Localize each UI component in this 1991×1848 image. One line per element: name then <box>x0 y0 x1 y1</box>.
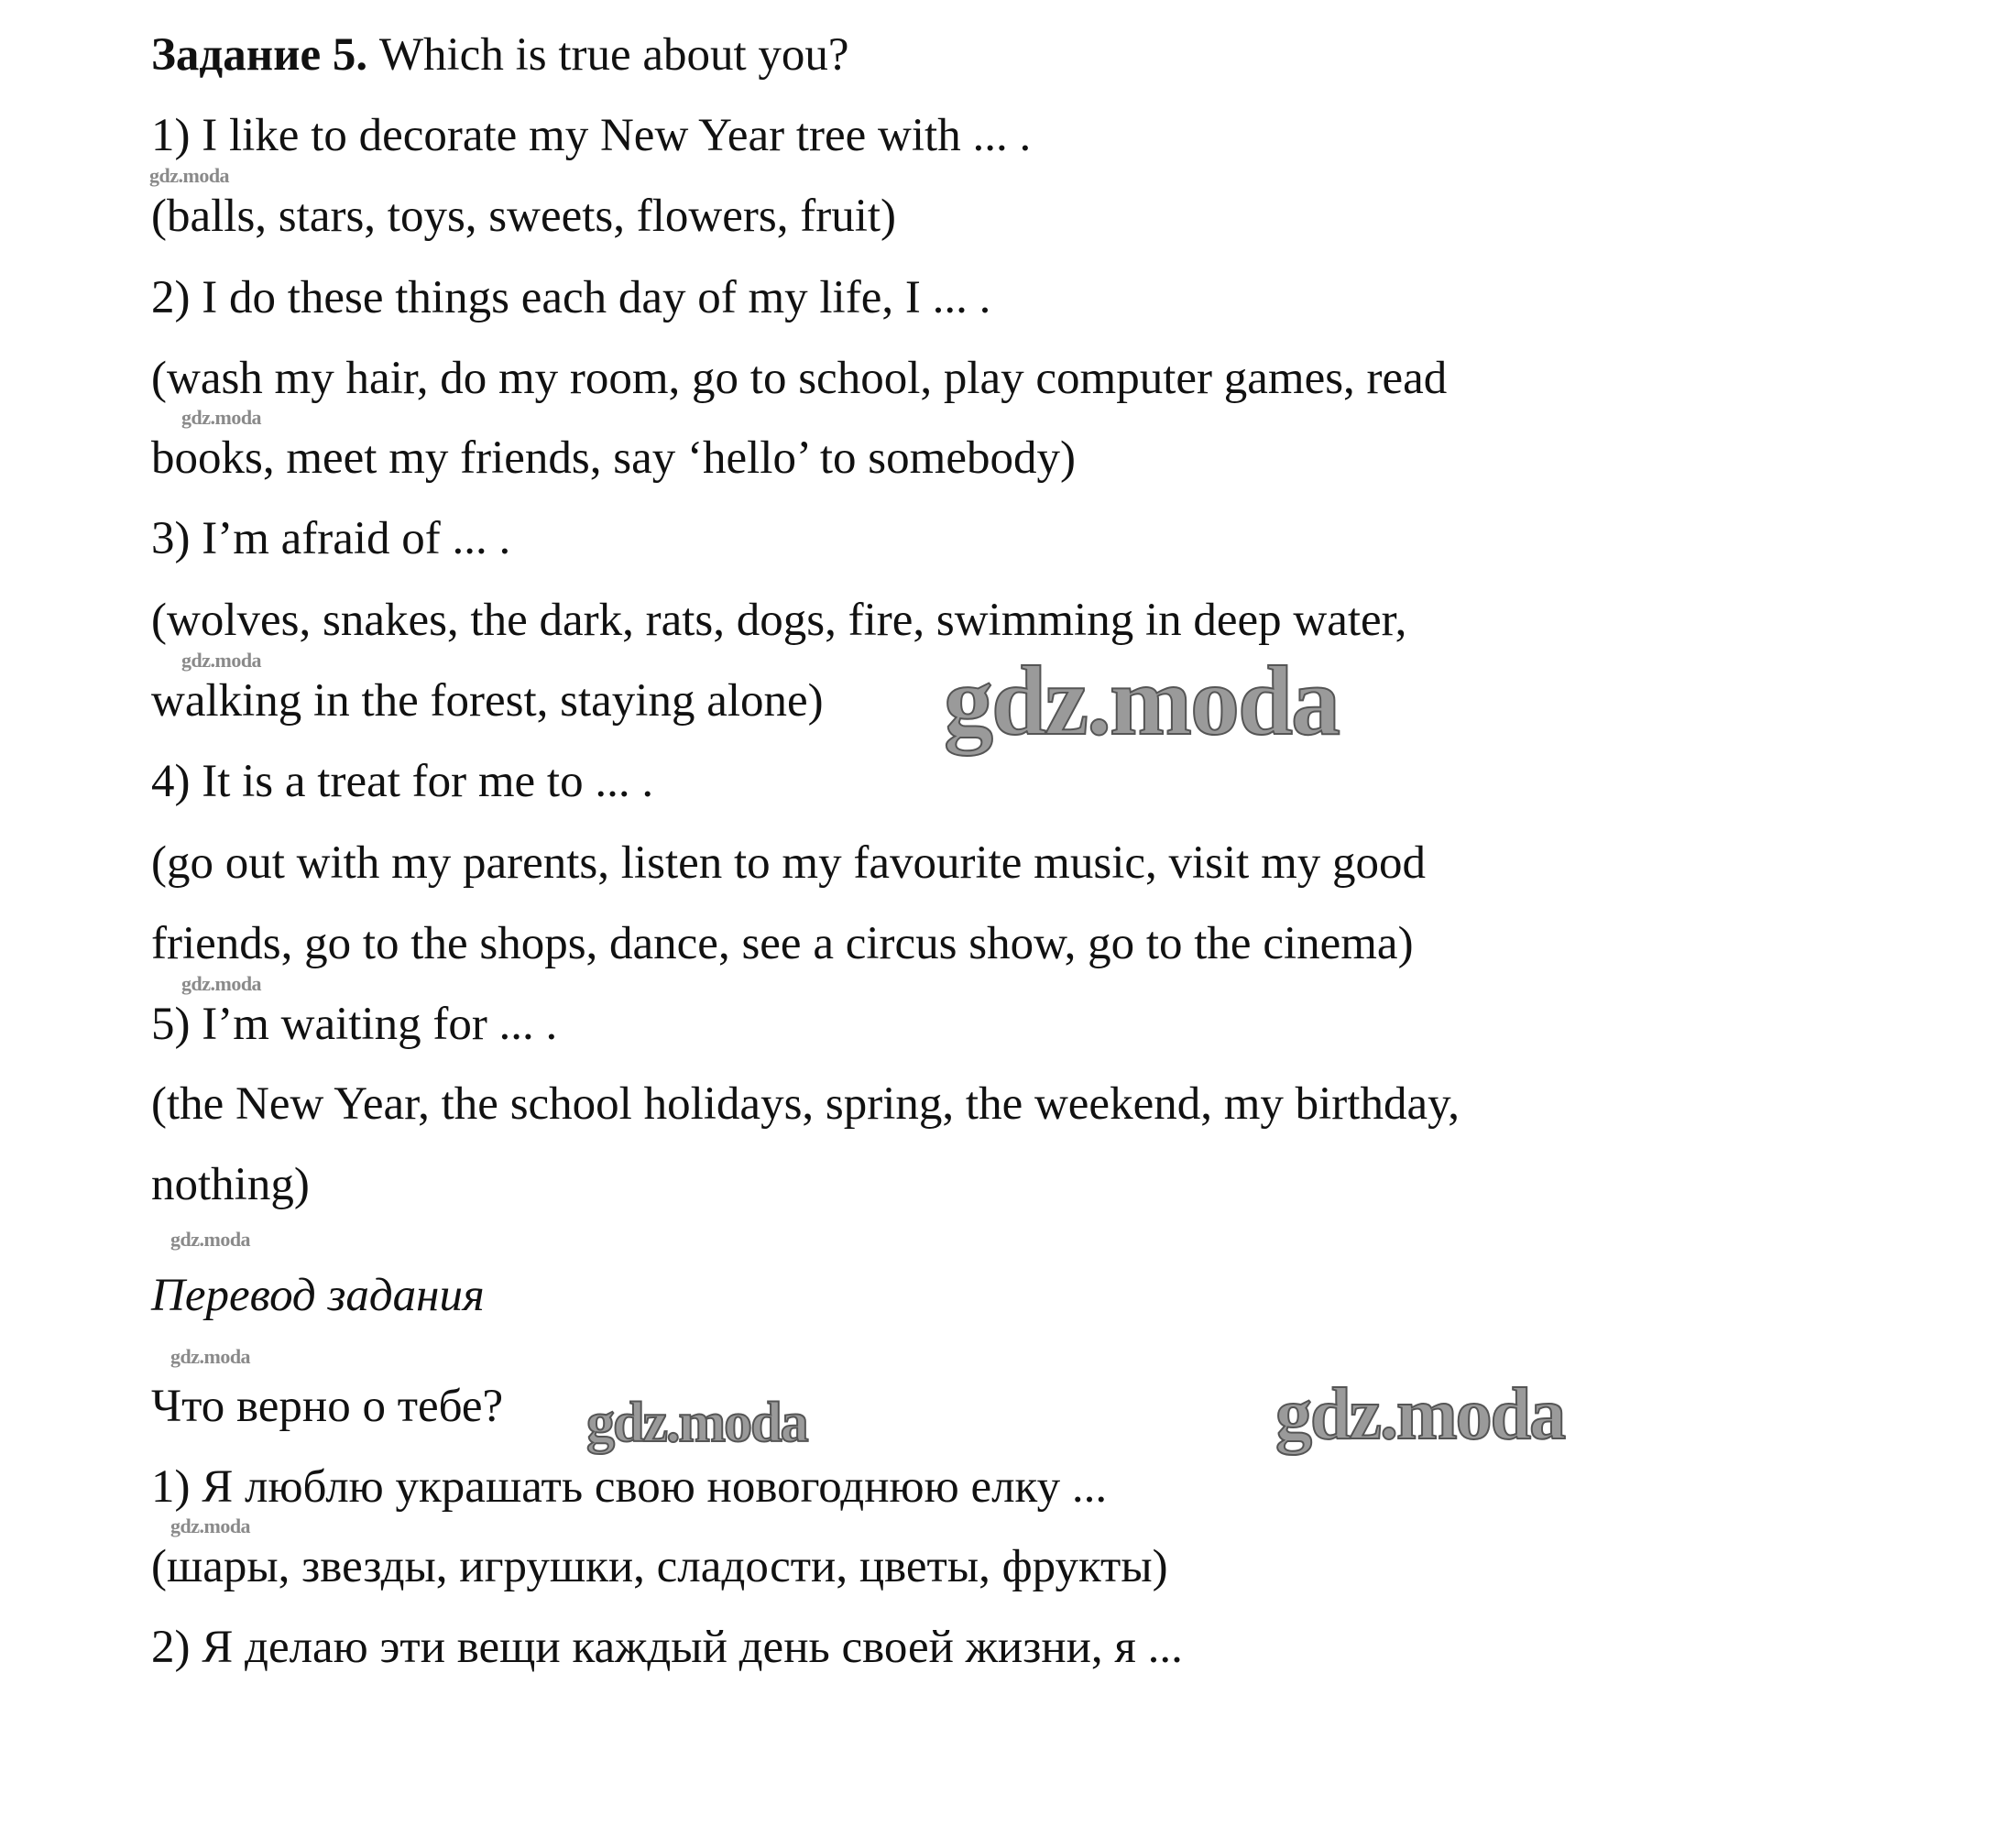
watermark-large: gdz.moda <box>944 647 1340 756</box>
watermark-small: gdz.moda <box>170 1228 251 1251</box>
options-4b: friends, go to the shops, dance, see a circus show, go to the cinema) <box>151 918 1414 969</box>
watermark-small: gdz.moda <box>181 406 262 429</box>
options-2b: books, meet my friends, say ‘hello’ to somebody) <box>151 432 1076 484</box>
watermark-large: gdz.moda <box>586 1392 807 1454</box>
question-4: 4) It is a treat for me to ... . <box>151 756 654 807</box>
options-5b: nothing) <box>151 1159 310 1210</box>
watermark-small: gdz.moda <box>181 649 262 672</box>
task-question: Which is true about you? <box>378 29 849 81</box>
question-5: 5) I’m waiting for ... . <box>151 999 558 1050</box>
question-1: 1) I like to decorate my New Year tree with ... . <box>151 110 1032 161</box>
translation-line-1: Что верно о тебе? <box>151 1381 504 1432</box>
translation-heading: Перевод задания <box>151 1270 485 1321</box>
translation-line-3: (шары, звезды, игрушки, сладости, цветы, фрукты) <box>151 1541 1168 1592</box>
watermark-small: gdz.moda <box>170 1345 251 1368</box>
question-3: 3) I’m afraid of ... . <box>151 513 511 564</box>
question-2: 2) I do these things each day of my life, I ... . <box>151 272 991 323</box>
translation-line-4: 2) Я делаю эти вещи каждый день своей жизни, я ... <box>151 1622 1183 1673</box>
watermark-large: gdz.moda <box>1275 1374 1565 1455</box>
options-4a: (go out with my parents, listen to my favourite music, visit my good <box>151 837 1427 889</box>
options-5a: (the New Year, the school holidays, spring, the weekend, my birthday, <box>151 1078 1460 1130</box>
options-2a: (wash my hair, do my room, go to school, play computer games, read <box>151 353 1448 404</box>
task-title <box>151 27 849 82</box>
translation-line-2: 1) Я люблю украшать свою новогоднюю елку ... <box>151 1461 1108 1513</box>
watermark-small: gdz.moda <box>149 164 230 187</box>
options-3b: walking in the forest, staying alone) <box>151 675 824 727</box>
options-3a: (wolves, snakes, the dark, rats, dogs, fire, swimming in deep water, <box>151 595 1407 646</box>
watermark-small: gdz.moda <box>181 972 262 995</box>
task-label: Задание 5. <box>151 29 368 81</box>
watermark-small: gdz.moda <box>170 1514 251 1537</box>
options-1: (balls, stars, toys, sweets, flowers, fruit) <box>151 191 897 242</box>
